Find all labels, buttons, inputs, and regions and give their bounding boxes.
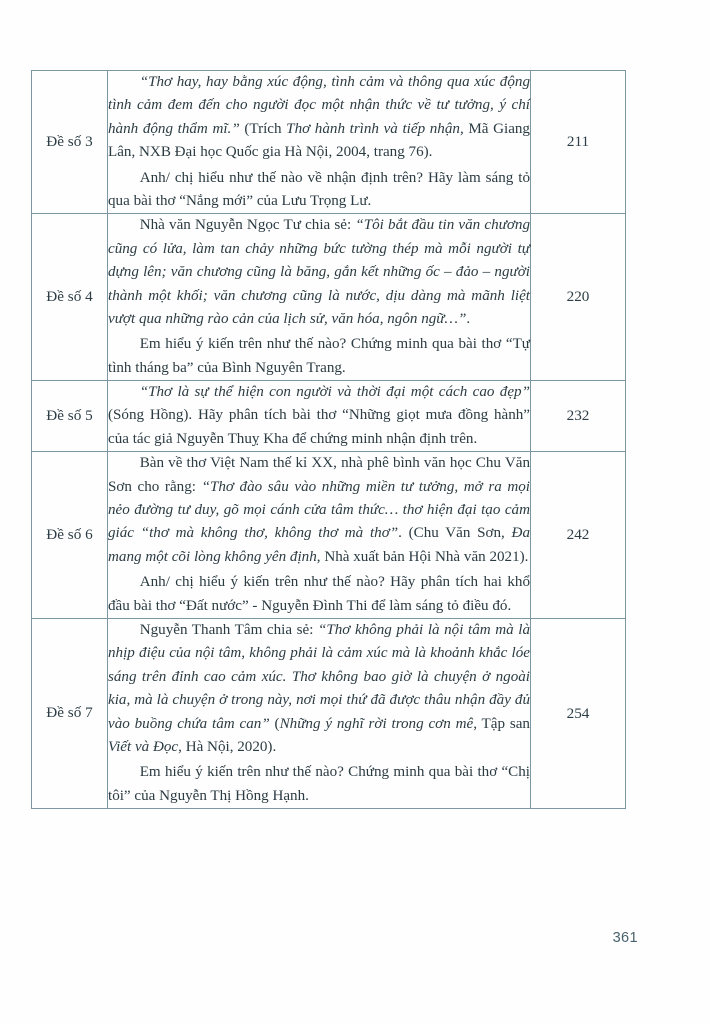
prompt-paragraph — [108, 619, 530, 759]
plain-text: Anh/ chị hiểu như thế nào về nhận định trên? Hãy làm sáng tỏ qua bài thơ “Nắng mới” của Lưu Trọng Lư. — [108, 169, 530, 209]
exam-prompt-cell — [108, 618, 531, 808]
plain-text: , Nhà xuất bản Hội Nhà văn 2021). — [316, 548, 529, 565]
prompt-paragraph — [108, 333, 530, 380]
page-reference-cell: 254 — [531, 618, 626, 808]
page-reference-cell: 232 — [531, 381, 626, 452]
quoted-text: Đa mang một cõi lòng không yên định — [108, 525, 530, 565]
plain-text: Em hiểu ý kiến trên như thế nào? Chứng minh qua bài thơ “Chị tôi” của Nguyễn Thị Hồng Hạnh. — [108, 764, 530, 804]
exam-label-cell: Đề số 6 — [32, 452, 108, 619]
exam-prompt-cell — [108, 214, 531, 381]
table-row — [32, 618, 626, 808]
exam-label-cell: Đề số 7 — [32, 618, 108, 808]
quoted-text: “Tôi bắt đầu tin văn chương cũng có lửa, làm tan chảy những bức tường thép mà mỗi người tự dựng lên; văn chương cũng là băng, gắn kết những ốc – đảo – người thành một khối; văn chương cũng là nước, dịu dàng mà mãnh liệt vượt qua những rào cản của lịch sử, văn hóa, ngôn ngữ…” — [108, 217, 530, 327]
plain-text: Em hiểu ý kiến trên như thế nào? Chứng minh qua bài thơ “Tự tình tháng ba” của Bình Nguyên Trang. — [108, 336, 530, 376]
quoted-text: Viết và Đọc — [108, 738, 179, 755]
exam-topics-table — [31, 70, 626, 809]
plain-text: . — [466, 310, 471, 327]
page-reference-cell: 220 — [531, 214, 626, 381]
table-row — [32, 452, 626, 619]
plain-text: , Mã Giang Lân, NXB Đại học Quốc gia Hà Nội, 2004, trang 76). — [108, 120, 530, 161]
quoted-text: Những ý nghĩ rời trong cơn mê — [279, 715, 474, 732]
plain-text: Nguyễn Thanh Tâm chia sẻ: — [139, 621, 318, 638]
exam-table-body — [32, 71, 626, 809]
prompt-paragraph — [108, 71, 530, 165]
prompt-paragraph — [108, 761, 530, 808]
prompt-paragraph — [108, 452, 530, 569]
plain-text: , Hà Nội, 2020). — [178, 738, 277, 755]
quoted-text: Thơ hành trình và tiếp nhận — [286, 120, 460, 137]
quoted-text: “Thơ là sự thể hiện con người và thời đại một cách cao đẹp” — [139, 384, 530, 401]
quoted-text: “Thơ đào sâu vào những miền tư tưởng, mở ra mọi nẻo đường tư duy, gõ mọi cánh cửa tâm thức… thơ hiện đại tạo cảm giác “thơ mà không thơ, không thơ mà thơ” — [108, 478, 530, 542]
exam-prompt-cell — [108, 381, 531, 452]
quoted-text: “Thơ không phải là nội tâm mà là nhịp điệu của nội tâm, không phải là cảm xúc mà là khoảnh khắc lóe sáng trên đỉnh cao cảm xúc. Thơ không bao giờ là chuyện ở ngoài kia, mà là chuyện ở trong này, nơi mọi thứ đã được thâu nhận đầy đủ vào buồng chứa tâm can” — [108, 621, 530, 732]
table-row — [32, 381, 626, 452]
plain-text: Anh/ chị hiểu ý kiến trên như thế nào? Hãy phân tích hai khổ đầu bài thơ “Đất nước” - Nguyễn Đình Thi để làm sáng tỏ điều đó. — [108, 574, 530, 614]
prompt-paragraph — [108, 381, 530, 451]
plain-text: ( — [269, 715, 280, 732]
table-row — [32, 214, 626, 381]
prompt-paragraph — [108, 571, 530, 618]
plain-text: , Tập san — [473, 715, 530, 732]
exam-label-cell: Đề số 4 — [32, 214, 108, 381]
page-reference-cell: 242 — [531, 452, 626, 619]
page-reference-cell: 211 — [531, 71, 626, 214]
exam-prompt-cell — [108, 452, 531, 619]
prompt-paragraph — [108, 214, 530, 331]
exam-prompt-cell — [108, 71, 531, 214]
page-number: 361 — [612, 930, 638, 946]
plain-text: Bàn về thơ Việt Nam thế kỉ XX, nhà phê bình văn học Chu Văn Sơn cho rằng: — [108, 455, 530, 495]
plain-text: (Trích — [239, 120, 287, 137]
prompt-paragraph — [108, 167, 530, 214]
exam-label-cell: Đề số 5 — [32, 381, 108, 452]
table-row — [32, 71, 626, 214]
quoted-text: “Thơ hay, hay bằng xúc động, tình cảm và thông qua xúc động tình cảm đem đến cho người đọc một nhận thức về tư tưởng, ý chí hành động thẩm mĩ.” — [108, 74, 530, 137]
exam-label-cell: Đề số 3 — [32, 71, 108, 214]
plain-text: (Sóng Hồng). Hãy phân tích bài thơ “Những giọt mưa đồng hành” của tác giả Nguyễn Thuỵ Kha để chứng minh nhận định trên. — [108, 407, 530, 447]
plain-text: Nhà văn Nguyễn Ngọc Tư chia sẻ: — [139, 217, 356, 234]
plain-text: . (Chu Văn Sơn, — [398, 525, 512, 542]
